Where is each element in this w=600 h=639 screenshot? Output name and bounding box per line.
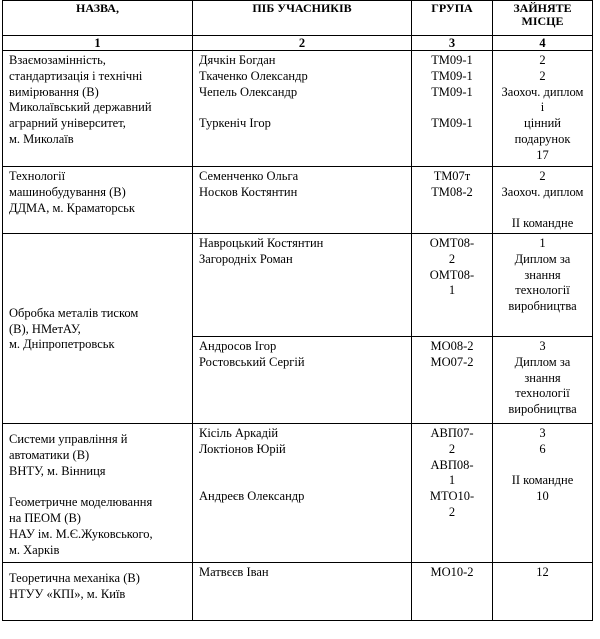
cell-line: Локтіонов Юрій bbox=[199, 441, 286, 456]
cell-line: виробництва bbox=[508, 402, 577, 417]
table-row bbox=[3, 51, 593, 167]
place-cell bbox=[493, 234, 593, 337]
table-row bbox=[3, 167, 593, 234]
cell-line: автоматики (В) bbox=[9, 447, 90, 462]
cell-line: МО10-2 bbox=[430, 565, 474, 579]
cell-line: ТМ08-2 bbox=[431, 184, 473, 199]
cell-line: Навроцький Костянтин bbox=[199, 236, 324, 250]
cell-line: ТМ09-1 bbox=[431, 116, 473, 131]
cell-line: Андреєв Олександр bbox=[199, 489, 305, 504]
participants-cell bbox=[193, 51, 412, 167]
cell-line: 2 bbox=[539, 53, 546, 67]
cell-line: на ПЕОМ (В) bbox=[9, 510, 81, 525]
cell-line: АВП07- bbox=[430, 426, 474, 440]
cell-line: 1 bbox=[448, 473, 456, 488]
cell-line: подарунок bbox=[514, 131, 571, 146]
cell-line: м. Дніпропетровськ bbox=[9, 337, 115, 352]
cell-line bbox=[495, 458, 590, 474]
header-group: ГРУПА bbox=[412, 1, 493, 36]
cell-line: 2 bbox=[448, 504, 456, 519]
participants-cell bbox=[193, 234, 412, 337]
group-cell bbox=[412, 563, 493, 621]
cell-line: 2 bbox=[448, 251, 456, 266]
cell-line: Андросов Ігор bbox=[199, 339, 277, 353]
cell-line: Матвєєв Іван bbox=[199, 565, 269, 579]
cell-line: технології bbox=[515, 386, 570, 401]
cell-line: знання bbox=[524, 267, 561, 282]
cell-line: 1 bbox=[539, 236, 546, 250]
group-cell bbox=[412, 337, 493, 424]
cell-line bbox=[420, 100, 484, 116]
cell-line: МТО10- bbox=[429, 489, 475, 504]
participants-cell bbox=[193, 424, 412, 563]
cell-line bbox=[9, 479, 188, 495]
table-row bbox=[3, 424, 593, 563]
cell-line: Теоретична механіка (В) bbox=[9, 571, 140, 585]
cell-line: технології bbox=[515, 283, 570, 298]
cell-line: Кісіль Аркадій bbox=[199, 426, 279, 440]
header-place-text: ЗАЙНЯТЕ МІСЦЕ bbox=[513, 1, 572, 28]
cell-line: ВНТУ, м. Вінниця bbox=[9, 463, 106, 478]
cell-line: ОМТ08- bbox=[429, 267, 475, 282]
header-row bbox=[3, 1, 593, 36]
place-cell bbox=[493, 563, 593, 621]
cell-line: 2 bbox=[539, 169, 546, 183]
cell-line: виробництва bbox=[508, 299, 577, 314]
competition-cell bbox=[3, 167, 193, 234]
cell-line: 2 bbox=[448, 441, 456, 456]
participants-cell bbox=[193, 167, 412, 234]
results-table bbox=[2, 0, 593, 621]
competition-cell bbox=[3, 51, 193, 167]
group-cell bbox=[412, 51, 493, 167]
place-cell bbox=[493, 424, 593, 563]
cell-line: НАУ ім. М.Є.Жуковського, bbox=[9, 526, 153, 541]
participants-cell bbox=[193, 337, 412, 424]
cell-line: аграрний університет, bbox=[9, 116, 126, 131]
cell-line: Диплом за bbox=[514, 354, 571, 369]
cell-line bbox=[199, 458, 407, 474]
place-cell bbox=[493, 51, 593, 167]
column-number-row bbox=[3, 36, 593, 51]
cell-line: 3 bbox=[539, 426, 546, 440]
cell-line bbox=[199, 100, 407, 116]
cell-line: ТМ09-1 bbox=[431, 53, 473, 67]
participants-cell bbox=[193, 563, 412, 621]
table-row bbox=[3, 234, 593, 337]
cell-line: ТМ09-1 bbox=[431, 68, 473, 83]
cell-line: Чепель Олександр bbox=[199, 84, 298, 99]
cell-line: (В), НМетАУ, bbox=[9, 321, 81, 336]
cell-line: машинобудування (В) bbox=[9, 184, 126, 199]
column-number-2: 2 bbox=[193, 36, 412, 51]
place-cell bbox=[493, 337, 593, 424]
cell-line: Заохоч. диплом bbox=[501, 184, 584, 199]
cell-line: 10 bbox=[536, 489, 549, 504]
cell-line: ТМ07т bbox=[433, 169, 471, 183]
cell-line: Туркеніч Ігор bbox=[199, 116, 271, 131]
cell-line: Технології bbox=[9, 169, 66, 183]
cell-line: вимірювання (В) bbox=[9, 84, 99, 99]
column-number-3: 3 bbox=[412, 36, 493, 51]
cell-line: цінний bbox=[524, 116, 561, 131]
cell-line: 2 bbox=[539, 68, 546, 83]
cell-line: стандартизація і технічні bbox=[9, 68, 143, 83]
cell-line: МО08-2 bbox=[430, 339, 474, 353]
cell-line: знання bbox=[524, 370, 561, 385]
table-row bbox=[3, 563, 593, 621]
cell-line bbox=[495, 201, 590, 217]
group-cell bbox=[412, 234, 493, 337]
column-number-4: 4 bbox=[493, 36, 593, 51]
cell-line: ДДМА, м. Краматорськ bbox=[9, 200, 135, 215]
cell-line: ІІ командне bbox=[511, 216, 574, 231]
cell-line: 1 bbox=[448, 283, 456, 298]
header-place bbox=[493, 1, 593, 36]
cell-line: МО07-2 bbox=[430, 354, 474, 369]
cell-line: Заохоч. диплом bbox=[501, 84, 584, 99]
cell-line: Дячкін Богдан bbox=[199, 53, 276, 67]
cell-line: 12 bbox=[536, 565, 549, 579]
cell-line: Системи управління й bbox=[9, 432, 128, 446]
header-participants: ПІБ УЧАСНИКІВ bbox=[193, 1, 412, 36]
cell-line: ОМТ08- bbox=[429, 236, 475, 250]
cell-line: 3 bbox=[539, 339, 546, 353]
cell-line: НТУУ «КПІ», м. Київ bbox=[9, 586, 126, 601]
cell-line: Диплом за bbox=[514, 251, 571, 266]
cell-line: Взаємозамінність, bbox=[9, 53, 106, 67]
cell-line: Ткаченко Олександр bbox=[199, 68, 308, 83]
cell-line: ТМ09-1 bbox=[431, 84, 473, 99]
cell-line: АВП08- bbox=[430, 457, 474, 472]
cell-line bbox=[199, 473, 407, 489]
cell-line: і bbox=[540, 100, 545, 115]
group-cell bbox=[412, 167, 493, 234]
cell-line: Геометричне моделювання bbox=[9, 495, 153, 510]
competition-cell bbox=[3, 563, 193, 621]
cell-line: м. Миколаїв bbox=[9, 131, 74, 146]
cell-line: 6 bbox=[539, 441, 546, 456]
group-cell bbox=[412, 424, 493, 563]
column-number-1: 1 bbox=[3, 36, 193, 51]
competition-cell bbox=[3, 424, 193, 563]
cell-line: Загородніх Роман bbox=[199, 251, 293, 266]
cell-line: Ростовський Сергій bbox=[199, 354, 305, 369]
cell-line: Миколаївський державний bbox=[9, 100, 152, 115]
place-cell bbox=[493, 167, 593, 234]
cell-line: Семенченко Ольга bbox=[199, 169, 299, 183]
cell-line: Обробка металів тиском bbox=[9, 305, 139, 320]
cell-line: м. Харків bbox=[9, 542, 60, 557]
competition-cell bbox=[3, 234, 193, 424]
cell-line: 17 bbox=[536, 147, 549, 162]
cell-line: ІІ командне bbox=[511, 473, 574, 488]
header-name: НАЗВА, bbox=[3, 1, 193, 36]
cell-line: Носков Костянтин bbox=[199, 184, 298, 199]
